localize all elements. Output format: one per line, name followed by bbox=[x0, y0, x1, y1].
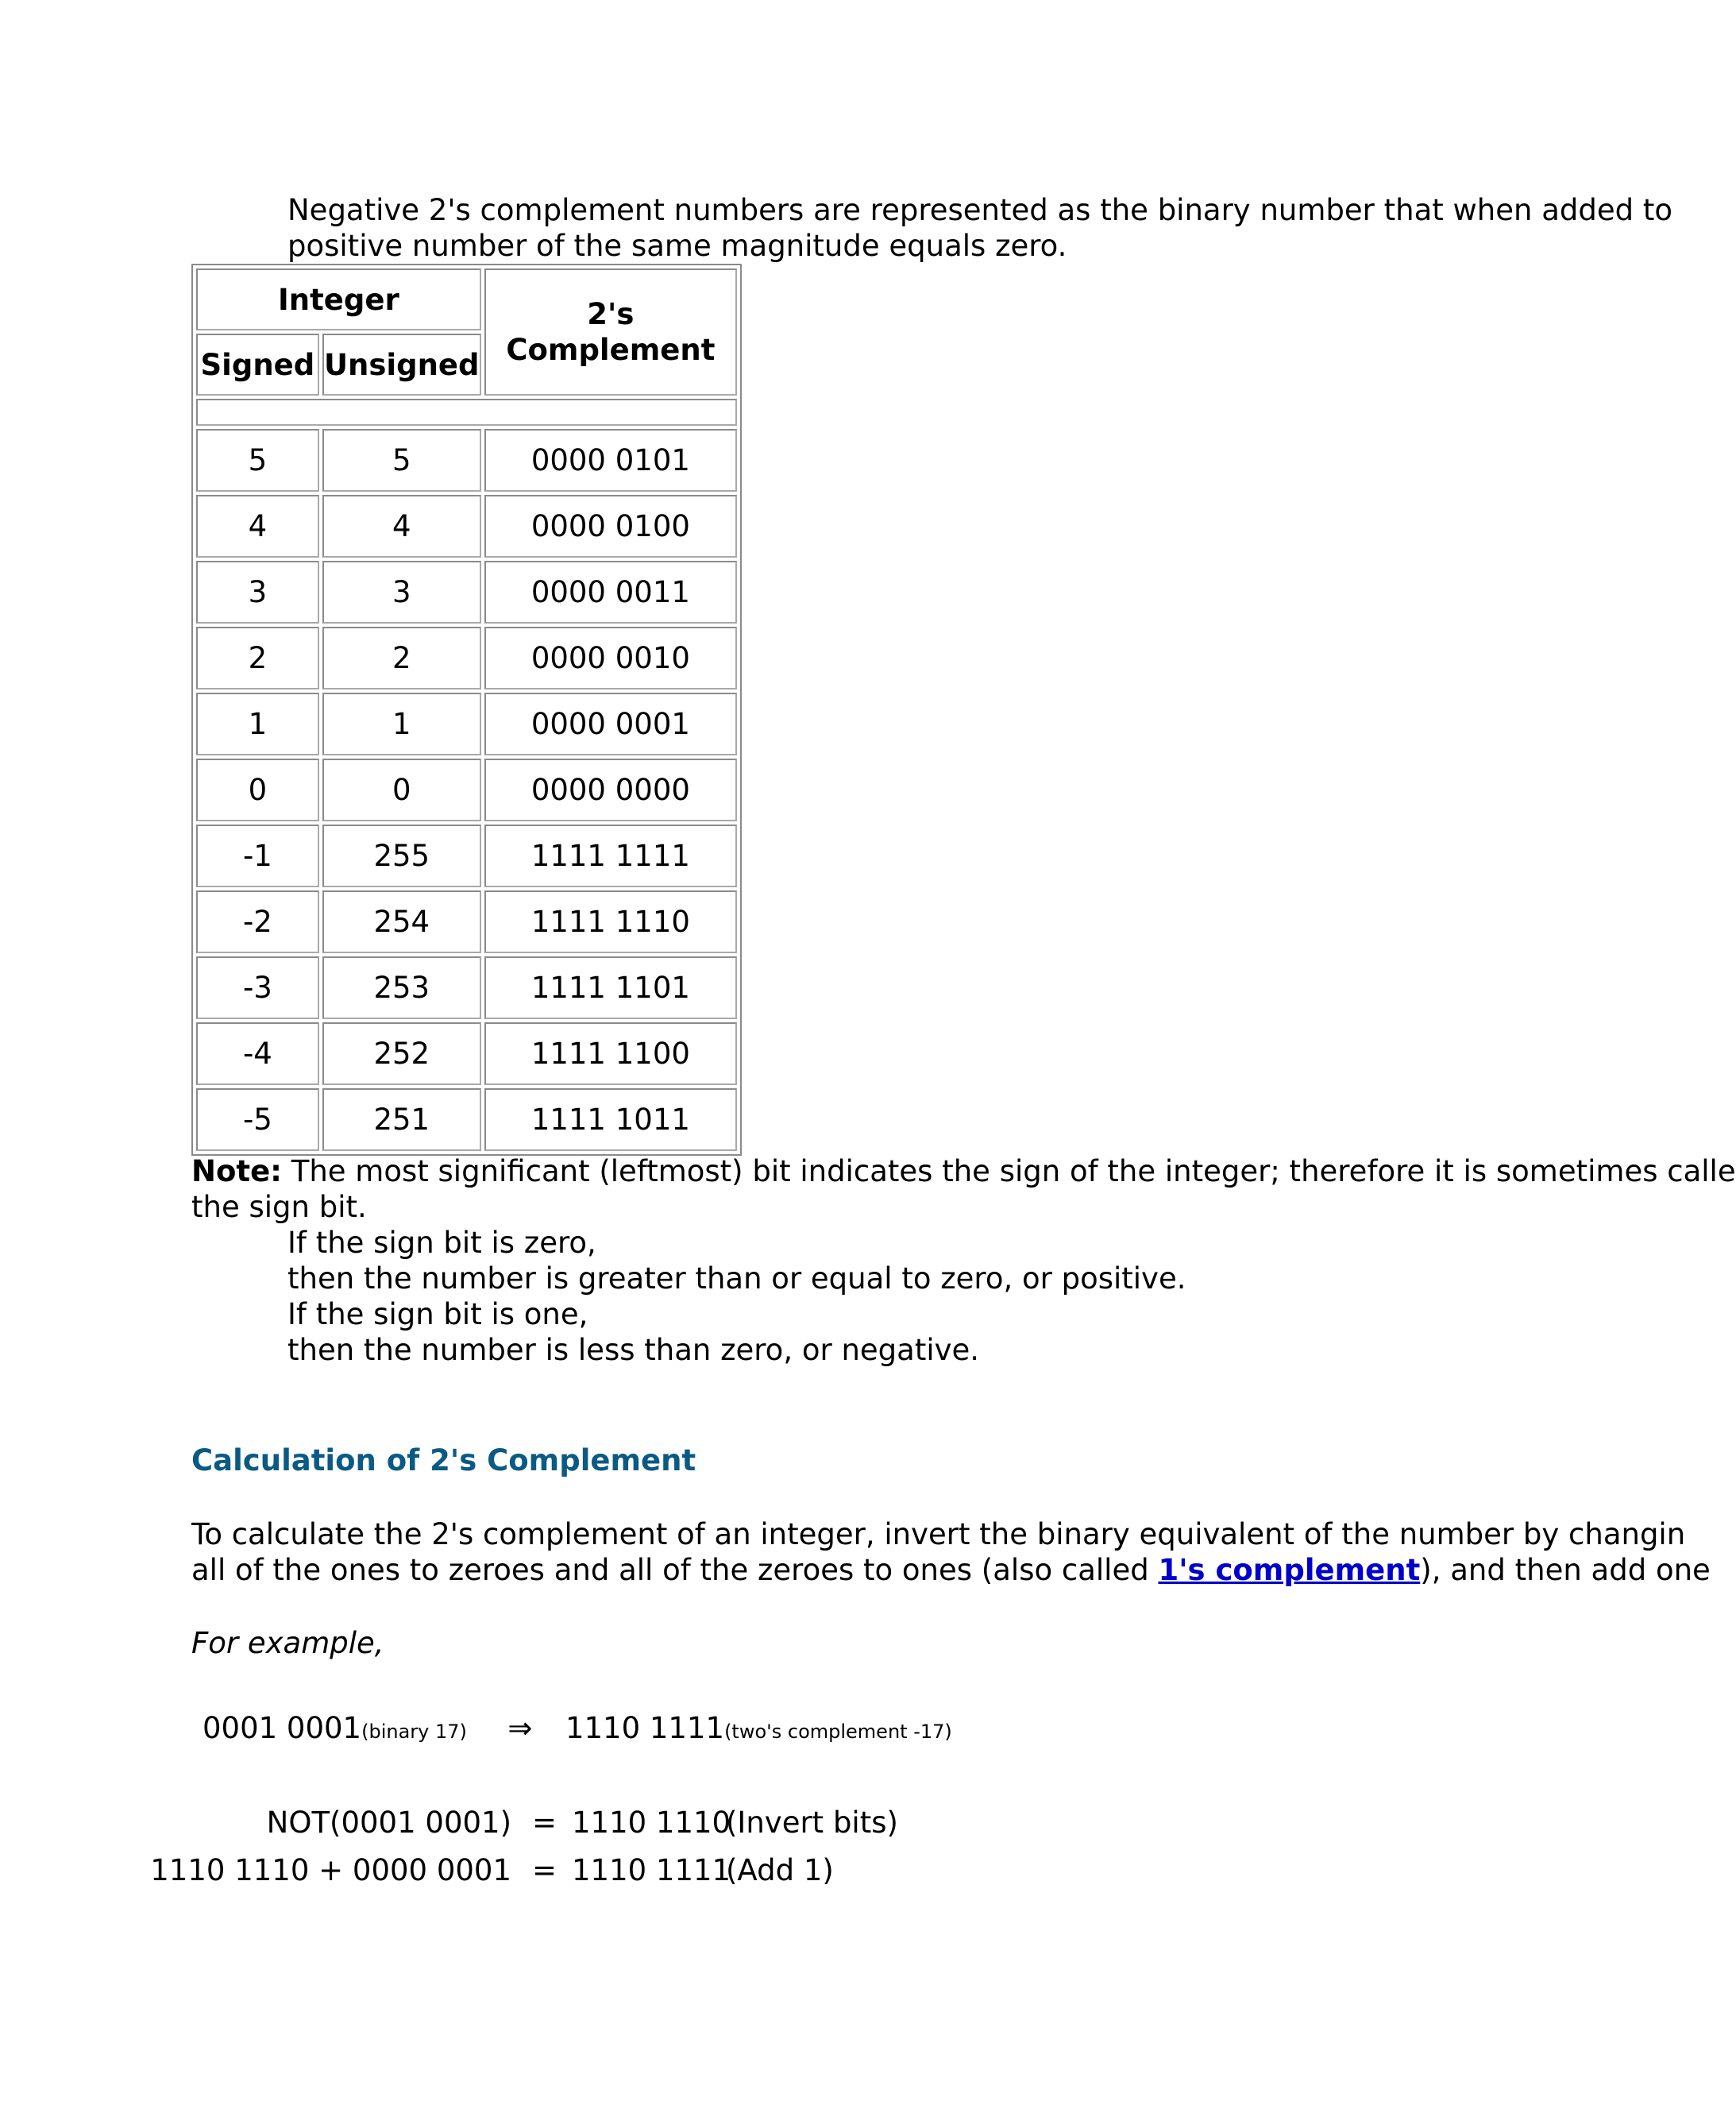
note-detail-1: If the sign bit is zero, bbox=[287, 1226, 596, 1260]
cell-unsigned: 0 bbox=[322, 759, 481, 821]
cell-unsigned: 4 bbox=[322, 495, 481, 558]
step-equals: = bbox=[532, 1806, 557, 1840]
cell-2s-complement: 1111 1110 bbox=[484, 890, 737, 953]
cell-2s-complement: 1111 1111 bbox=[484, 825, 737, 887]
cell-unsigned: 1 bbox=[322, 693, 481, 755]
implies-arrow-icon: ⇒ bbox=[507, 1711, 533, 1745]
table-row bbox=[196, 956, 737, 1019]
note-line-1 bbox=[191, 1153, 1736, 1189]
table-row bbox=[196, 561, 737, 624]
para-text-post: ), and then add one bbox=[1420, 1553, 1711, 1587]
ones-complement-link[interactable]: 1's complement bbox=[1158, 1553, 1421, 1587]
step-lhs: 1110 1110 + 0000 0001 bbox=[150, 1853, 511, 1887]
cell-2s-complement: 0000 0011 bbox=[484, 561, 737, 624]
cell-signed: -1 bbox=[196, 825, 319, 887]
table-row bbox=[196, 429, 737, 492]
cell-2s-complement: 0000 0010 bbox=[484, 627, 737, 689]
step-rhs: 1110 1110 bbox=[572, 1806, 731, 1840]
table-row bbox=[196, 759, 737, 821]
cell-signed: -4 bbox=[196, 1022, 319, 1085]
table-row bbox=[196, 1088, 737, 1151]
cell-unsigned: 5 bbox=[322, 429, 481, 492]
note-detail-3: If the sign bit is one, bbox=[287, 1297, 588, 1331]
table-header-row bbox=[196, 268, 737, 330]
cell-unsigned: 254 bbox=[322, 890, 481, 953]
cell-2s-complement: 1111 1100 bbox=[484, 1022, 737, 1085]
cell-signed: 1 bbox=[196, 693, 319, 755]
para-text-pre: all of the ones to zeroes and all of the zeroes to ones (also called bbox=[191, 1553, 1159, 1587]
table-row bbox=[196, 890, 737, 953]
section-para-line-2 bbox=[191, 1552, 1711, 1588]
cell-unsigned: 251 bbox=[322, 1088, 481, 1151]
header-integer: Integer bbox=[196, 268, 481, 330]
table-spacer-cell bbox=[196, 399, 737, 426]
cell-2s-complement: 0000 0101 bbox=[484, 429, 737, 492]
note-detail-4: then the number is less than zero, or negative. bbox=[287, 1333, 980, 1367]
cell-2s-complement: 1111 1011 bbox=[484, 1088, 737, 1151]
table-row bbox=[196, 495, 737, 558]
cell-unsigned: 2 bbox=[322, 627, 481, 689]
cell-signed: -2 bbox=[196, 890, 319, 953]
note-label: Note: bbox=[191, 1154, 282, 1188]
step-lhs: NOT(0001 0001) bbox=[266, 1806, 511, 1840]
note-line-2: the sign bit. bbox=[191, 1190, 367, 1224]
for-example-text: For example, bbox=[191, 1626, 384, 1660]
table-row bbox=[196, 825, 737, 887]
example-value: 0001 0001 bbox=[203, 1711, 362, 1745]
example-result-note: (two's complement -17) bbox=[724, 1721, 952, 1743]
header-2s-complement: 2's Complement bbox=[484, 268, 737, 396]
example-value-note: (binary 17) bbox=[361, 1721, 467, 1743]
intro-line-2: positive number of the same magnitude equals zero. bbox=[287, 229, 1067, 263]
cell-signed: 2 bbox=[196, 627, 319, 689]
step-rhs: 1110 1111 bbox=[572, 1853, 731, 1887]
section-heading: Calculation of 2's Complement bbox=[191, 1443, 696, 1477]
cell-signed: 5 bbox=[196, 429, 319, 492]
cell-2s-complement: 0000 0100 bbox=[484, 495, 737, 558]
example-line bbox=[203, 1710, 952, 1750]
intro-line-1: Negative 2's complement numbers are represented as the binary number that when added to bbox=[287, 193, 1673, 227]
cell-2s-complement: 0000 0001 bbox=[484, 693, 737, 755]
example-result: 1110 1111 bbox=[565, 1711, 725, 1745]
cell-2s-complement: 1111 1101 bbox=[484, 956, 737, 1019]
note-text-1: The most significant (leftmost) bit indicates the sign of the integer; therefore it is sometimes calle bbox=[281, 1154, 1736, 1188]
header-signed: Signed bbox=[196, 334, 319, 396]
step-note: (Add 1) bbox=[726, 1853, 834, 1887]
cell-signed: 4 bbox=[196, 495, 319, 558]
cell-unsigned: 3 bbox=[322, 561, 481, 624]
step-equals: = bbox=[532, 1853, 557, 1887]
cell-signed: 3 bbox=[196, 561, 319, 624]
table-row bbox=[196, 693, 737, 755]
table-row bbox=[196, 627, 737, 689]
note-detail-2: then the number is greater than or equal to zero, or positive. bbox=[287, 1261, 1186, 1296]
header-unsigned: Unsigned bbox=[322, 334, 481, 396]
cell-signed: -3 bbox=[196, 956, 319, 1019]
cell-signed: 0 bbox=[196, 759, 319, 821]
cell-unsigned: 255 bbox=[322, 825, 481, 887]
cell-signed: -5 bbox=[196, 1088, 319, 1151]
step-note: (Invert bits) bbox=[726, 1806, 898, 1840]
table-row bbox=[196, 1022, 737, 1085]
cell-unsigned: 253 bbox=[322, 956, 481, 1019]
section-para-line-1: To calculate the 2's complement of an integer, invert the binary equivalent of the number by changin bbox=[191, 1517, 1686, 1551]
cell-unsigned: 252 bbox=[322, 1022, 481, 1085]
complement-table bbox=[191, 264, 742, 1156]
table-body bbox=[196, 429, 737, 1151]
table-spacer-row bbox=[196, 399, 737, 426]
cell-2s-complement: 0000 0000 bbox=[484, 759, 737, 821]
